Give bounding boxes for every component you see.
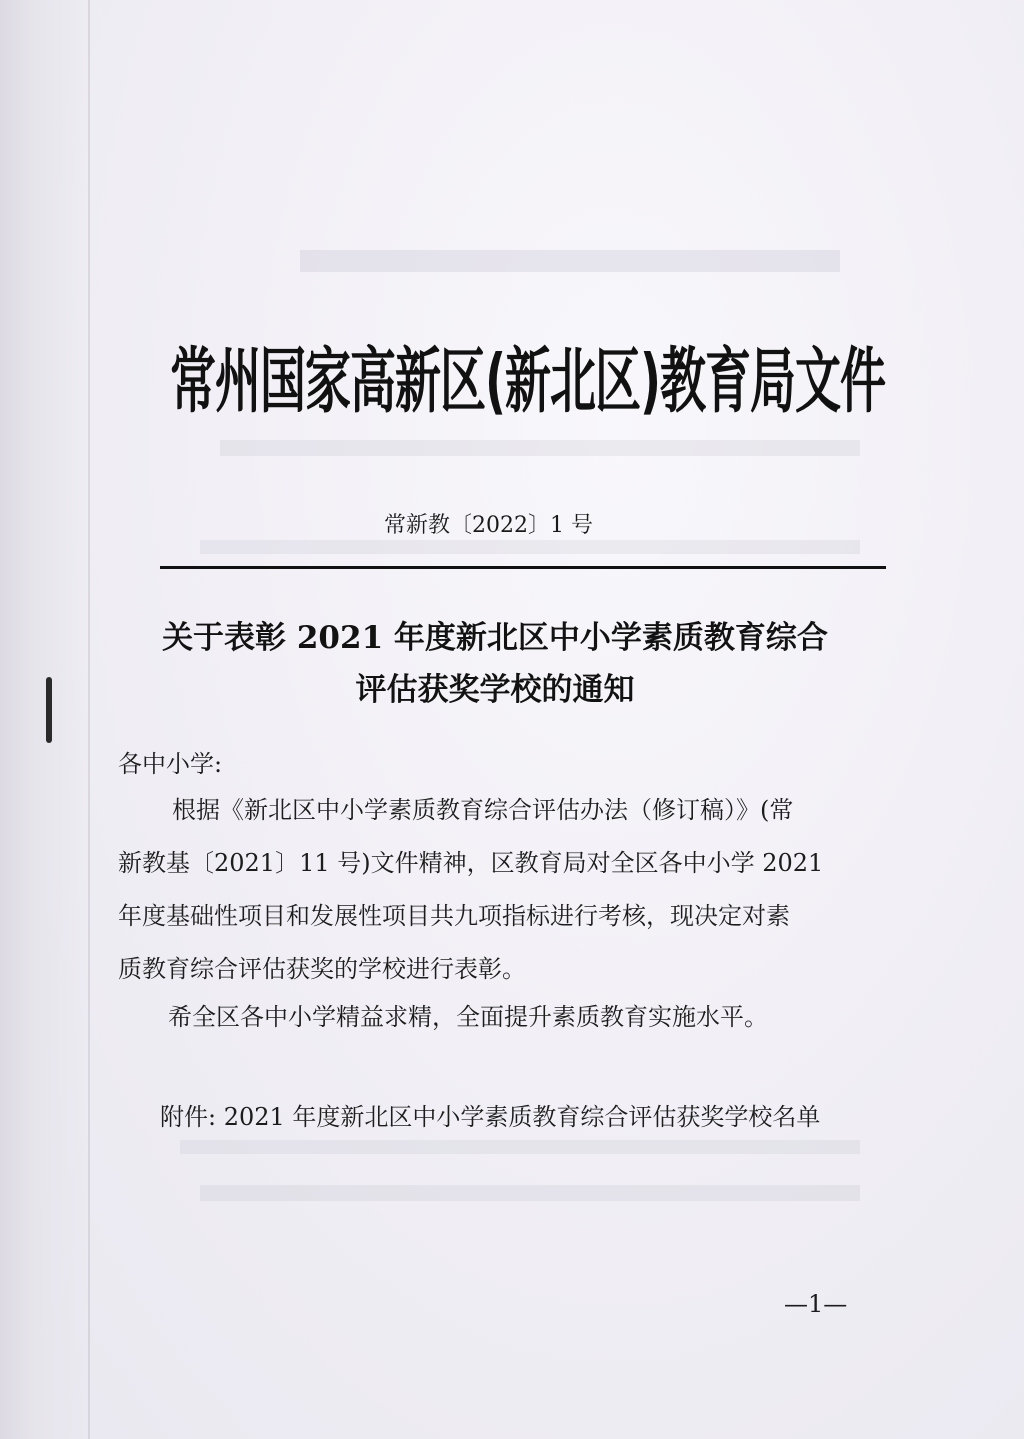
body-paragraph-line: 根据《新北区中小学素质教育综合评估办法（修订稿）》(常	[172, 796, 794, 824]
notice-title-line-2: 评估获奖学校的通知	[355, 672, 635, 708]
body-paragraph-line: 年度基础性项目和发展性项目共九项指标进行考核，现决定对素	[118, 902, 790, 930]
bleed-through-mark	[300, 250, 840, 272]
body-paragraph-line: 新教基〔2021〕11 号)文件精神，区教育局对全区各中小学 2021	[118, 849, 824, 877]
page-number: —1—	[784, 1290, 848, 1318]
document-number: 常新教〔2022〕1 号	[384, 513, 593, 538]
issuer-header-title: 常州国家高新区(新北区)教育局文件	[170, 338, 886, 423]
bleed-through-mark	[200, 540, 860, 554]
paper-fold-line	[88, 0, 90, 1439]
salutation: 各中小学:	[118, 750, 223, 778]
bleed-through-mark	[200, 1185, 860, 1201]
attachment-note: 附件: 2021 年度新北区中小学素质教育综合评估获奖学校名单	[160, 1103, 821, 1131]
body-paragraph-2: 希全区各中小学精益求精，全面提升素质教育实施水平。	[168, 1003, 768, 1031]
staple-mark	[46, 677, 52, 743]
paper-left-shadow	[0, 0, 90, 1439]
bleed-through-mark	[180, 1140, 860, 1154]
body-paragraph-line: 质教育综合评估获奖的学校进行表彰。	[118, 955, 526, 983]
bleed-through-mark	[220, 440, 860, 456]
notice-title-line-1: 关于表彰 2021 年度新北区中小学素质教育综合	[162, 620, 828, 656]
header-divider-rule	[160, 566, 886, 569]
